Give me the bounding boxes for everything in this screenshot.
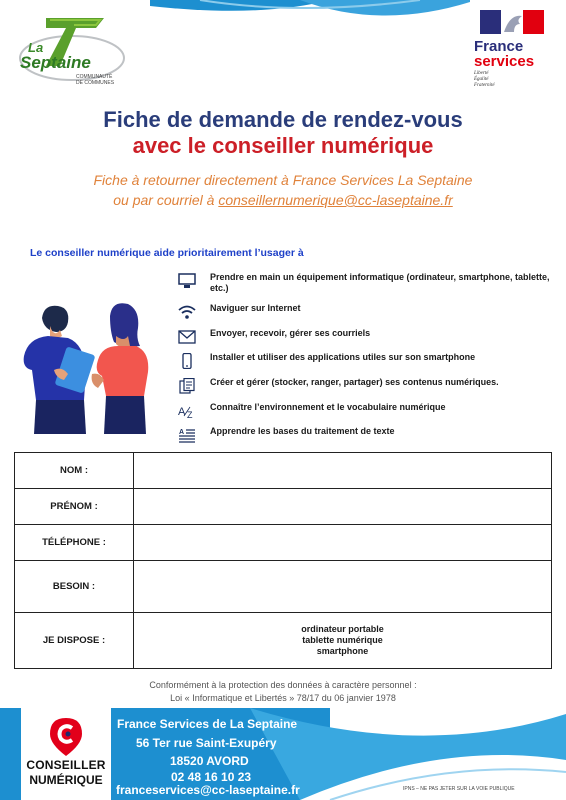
motto-fraternite: Fraternité (474, 83, 495, 88)
septaine-name-text: Septaine (20, 53, 91, 72)
feature-text: Prendre en main un équipement informatique (ordinateur, smartphone, tablette, etc.) (210, 272, 550, 293)
badge-line1: CONSEILLER (26, 758, 106, 772)
telephone-label: TÉLÉPHONE : (15, 525, 134, 560)
feature-item (176, 303, 556, 321)
form-row-dispose (15, 613, 551, 668)
form-row-prenom (15, 489, 551, 525)
legal-notice-line1: Conformément à la protection des données à caractère personnel : (149, 680, 417, 690)
dispose-option-tablet[interactable]: tablette numérique (302, 635, 383, 645)
france-services-word1: France (474, 38, 524, 55)
prenom-label: PRÉNOM : (15, 489, 134, 524)
dispose-label: JE DISPOSE : (15, 613, 134, 668)
besoin-field[interactable] (134, 561, 551, 612)
dispose-option-laptop[interactable]: ordinateur portable (301, 624, 384, 634)
svg-text:Z: Z (187, 410, 193, 419)
motto-liberte: Liberté (474, 71, 489, 76)
feature-text: Connaître l’environnement et le vocabulaire numérique (210, 402, 446, 412)
telephone-field[interactable] (134, 525, 551, 560)
besoin-label: BESOIN : (15, 561, 134, 612)
appointment-form (14, 452, 552, 669)
feature-item (176, 272, 556, 294)
documents-icon (176, 377, 198, 395)
email-link[interactable]: conseillernumerique@cc-laseptaine.fr (218, 192, 453, 208)
feature-text: Créer et gérer (stocker, ranger, partager) ses contenus numériques. (210, 377, 499, 387)
septaine-sub1: COMMUNAUTÉ (76, 74, 113, 80)
conseiller-numerique-badge (21, 708, 111, 800)
nom-field[interactable] (134, 453, 551, 488)
feature-item (176, 377, 556, 395)
feature-text: Naviguer sur Internet (210, 303, 301, 313)
page-title-line1: Fiche de demande de rendez-vous (103, 107, 463, 132)
septaine-logo (16, 12, 128, 94)
wifi-icon (176, 303, 198, 321)
france-services-word2: services (474, 53, 535, 70)
nom-label: NOM : (15, 453, 134, 488)
subtitle-line2 (0, 192, 566, 208)
subtitle-prefix: ou par courriel à (113, 192, 219, 208)
svg-text:A: A (178, 406, 186, 418)
motto-egalite: Égalité (474, 77, 489, 82)
septaine-la-text: La (28, 40, 44, 55)
legal-notice-line2: Loi « Informatique et Libertés » 78/17 du 06 janvier 1978 (170, 693, 396, 703)
feature-item (176, 402, 556, 420)
footer-street: 56 Ter rue Saint-Exupéry (136, 736, 277, 750)
prenom-field[interactable] (134, 489, 551, 524)
form-row-telephone (15, 525, 551, 561)
feature-item (176, 352, 556, 370)
subtitle-line1: Fiche à retourner directement à France Services La Septaine (93, 172, 473, 188)
form-row-nom (15, 453, 551, 489)
feature-item (176, 328, 556, 346)
feature-text: Installer et utiliser des applications utiles sur son smartphone (210, 352, 476, 362)
marianne-flag-icon (480, 10, 544, 34)
footer-note: IPNS – NE PAS JETER SUR LA VOIE PUBLIQUE (403, 786, 515, 792)
intro-text: Le conseiller numérique aide prioritairement l’usager à (30, 247, 304, 259)
feature-text: Envoyer, recevoir, gérer ses courriels (210, 328, 371, 338)
envelope-icon (176, 328, 198, 346)
form-row-besoin (15, 561, 551, 613)
page-title-line2: avec le conseiller numérique (132, 133, 434, 158)
location-pin-icon (48, 716, 84, 758)
svg-text:A: A (179, 429, 185, 436)
feature-text: Apprendre les bases du traitement de texte (210, 426, 395, 436)
dictionary-icon (176, 402, 198, 420)
footer-email[interactable]: franceservices@cc-laseptaine.fr (116, 783, 300, 797)
septaine-sub2: DE COMMUNES (76, 80, 115, 86)
computer-icon (176, 272, 198, 290)
france-services-logo (474, 10, 558, 96)
people-illustration (14, 296, 164, 434)
footer-phone: 02 48 16 10 23 (171, 770, 252, 784)
footer-city: 18520 AVORD (170, 754, 249, 768)
text-processing-icon (176, 426, 198, 444)
feature-item (176, 426, 556, 444)
smartphone-icon (176, 352, 198, 370)
dispose-options (134, 613, 551, 668)
badge-line2: NUMÉRIQUE (29, 773, 103, 787)
dispose-option-smartphone[interactable]: smartphone (316, 646, 369, 656)
footer-org: France Services de La Septaine (117, 717, 298, 731)
